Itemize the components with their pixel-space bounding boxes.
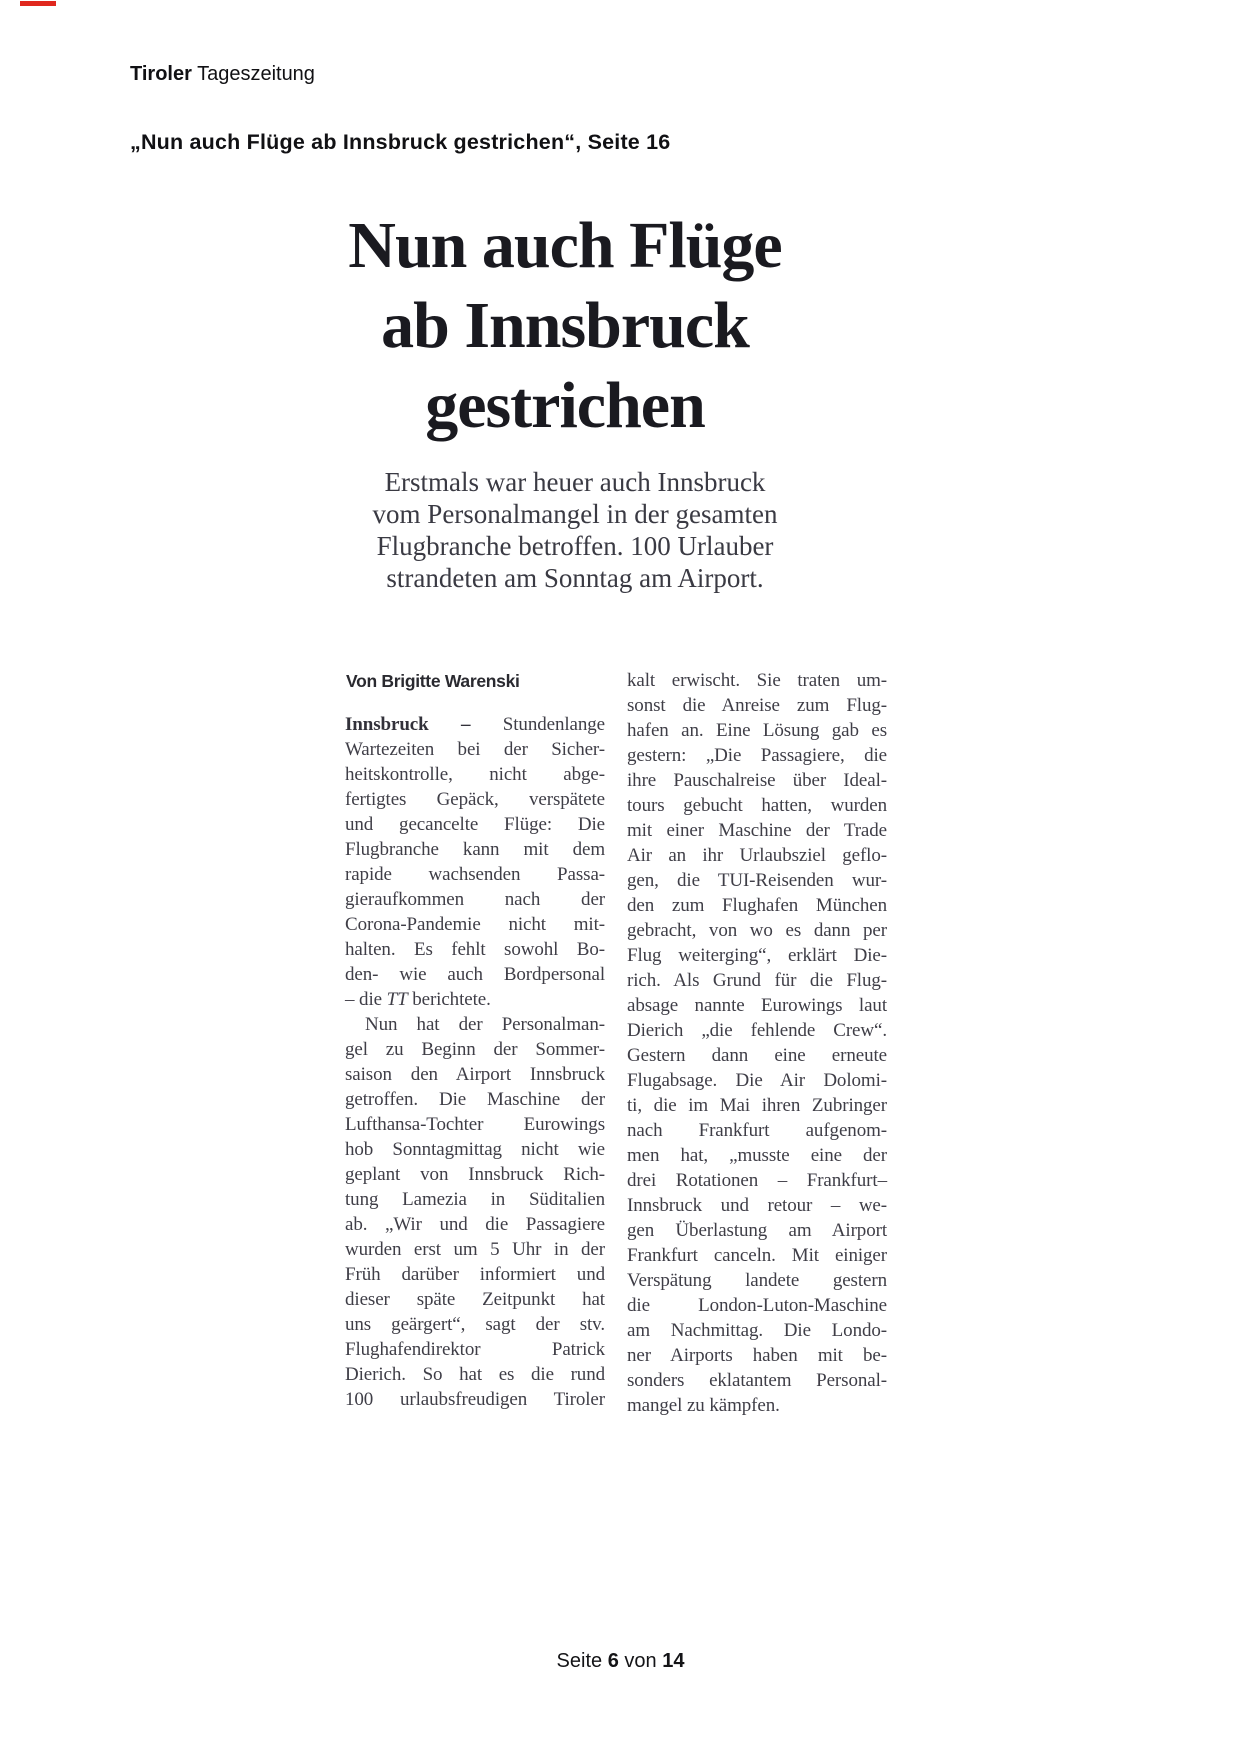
article-text-line: kalt erwischt. Sie traten um- bbox=[627, 670, 887, 691]
article-text-line: – die TT berichtete. bbox=[345, 989, 491, 1010]
footer-of-label: von bbox=[624, 1650, 657, 1672]
article-text-line: halten. Es fehlt sowohl Bo- bbox=[345, 939, 605, 960]
masthead-suffix: Tageszeitung bbox=[191, 63, 315, 85]
article-headline bbox=[275, 206, 855, 446]
article-text-line: die London-Luton-Maschine bbox=[627, 1295, 887, 1316]
newspaper-masthead bbox=[130, 63, 315, 86]
article-text-line: Wartezeiten bei der Sicher- bbox=[345, 739, 605, 760]
headline-line-1: Nun auch Flüge bbox=[348, 209, 782, 282]
article-text-line: dieser späte Zeitpunkt hat bbox=[345, 1289, 605, 1310]
article-text-line: gen Überlastung am Airport bbox=[627, 1220, 887, 1241]
article-text-line: getroffen. Die Maschine der bbox=[345, 1089, 605, 1110]
article-text-line: wurden erst um 5 Uhr in der bbox=[345, 1239, 605, 1260]
footer-total-pages: 14 bbox=[662, 1650, 685, 1672]
article-text-line: fertigtes Gepäck, verspätete bbox=[345, 789, 605, 810]
article-column-left bbox=[345, 712, 605, 1412]
article-text-line: hafen an. Eine Lösung gab es bbox=[627, 720, 887, 741]
article-text-line: gen, die TUI-Reisenden wur- bbox=[627, 870, 887, 891]
article-text-line: Flug weiterging“, erklärt Die- bbox=[627, 945, 887, 966]
article-deck bbox=[280, 466, 870, 594]
article-text-line: Innsbruck – Stundenlange bbox=[345, 714, 606, 735]
article-text-line: am Nachmittag. Die Londo- bbox=[627, 1320, 887, 1341]
article-text-line: saison den Airport Innsbruck bbox=[345, 1064, 605, 1085]
article-text-line: heitskontrolle, nicht abge- bbox=[345, 764, 605, 785]
article-column-right bbox=[627, 668, 887, 1418]
masthead-brand: Tiroler bbox=[130, 63, 192, 85]
article-text-line: ab. „Wir und die Passagiere bbox=[345, 1214, 605, 1235]
article-text-line: Flugabsage. Die Air Dolomi- bbox=[627, 1070, 887, 1091]
location-lead-in: Innsbruck – bbox=[345, 714, 471, 735]
article-text-line: Corona-Pandemie nicht mit- bbox=[345, 914, 605, 935]
article-text-line: 100 urlaubsfreudigen Tiroler bbox=[345, 1389, 605, 1410]
headline-line-2: ab Innsbruck bbox=[381, 289, 749, 362]
article-text-line: mangel zu kämpfen. bbox=[627, 1395, 780, 1416]
article-text-line: Verspätung landete gestern bbox=[627, 1270, 887, 1291]
deck-line-4: strandeten am Sonntag am Airport. bbox=[386, 563, 764, 593]
article-text-line: tours gebucht hatten, wurden bbox=[627, 795, 887, 816]
article-text-line: den zum Flughafen München bbox=[627, 895, 887, 916]
red-scan-mark bbox=[20, 1, 56, 6]
article-text-line: drei Rotationen – Frankfurt– bbox=[627, 1170, 887, 1191]
italic-abbreviation: TT bbox=[386, 989, 408, 1010]
article-text-line: ihre Pauschalreise über Ideal- bbox=[627, 770, 887, 791]
article-text-line: gebracht, von wo es dann per bbox=[627, 920, 887, 941]
deck-line-1: Erstmals war heuer auch Innsbruck bbox=[384, 467, 766, 497]
article-text-line: absage nannte Eurowings laut bbox=[627, 995, 887, 1016]
article-text-line: Dierich. So hat es die rund bbox=[345, 1364, 605, 1385]
article-text-line: Lufthansa-Tochter Eurowings bbox=[345, 1114, 605, 1135]
article-text-line: tung Lamezia in Süditalien bbox=[345, 1189, 605, 1210]
article-text-line: ti, die im Mai ihren Zubringer bbox=[627, 1095, 887, 1116]
headline-line-3: gestrichen bbox=[425, 369, 705, 442]
article-text-line: mit einer Maschine der Trade bbox=[627, 820, 887, 841]
article-text-line: rapide wachsenden Passa- bbox=[345, 864, 605, 885]
deck-line-3: Flugbranche betroffen. 100 Urlauber bbox=[376, 531, 774, 561]
article-text-line: Frankfurt canceln. Mit einiger bbox=[627, 1245, 887, 1266]
article-text-line: Flughafendirektor Patrick bbox=[345, 1339, 605, 1360]
article-text-line: sonst die Anreise zum Flug- bbox=[627, 695, 887, 716]
article-text-line: Air an ihr Urlaubsziel geflo- bbox=[627, 845, 887, 866]
article-text-line: Früh darüber informiert und bbox=[345, 1264, 605, 1285]
deck-line-2: vom Personalmangel in der gesamten bbox=[372, 499, 778, 529]
article-byline: Von Brigitte Warenski bbox=[346, 671, 520, 691]
article-text-line: sonders eklatantem Personal- bbox=[627, 1370, 887, 1391]
article-text-line: gel zu Beginn der Sommer- bbox=[345, 1039, 605, 1060]
article-text-line: gestern: „Die Passagiere, die bbox=[627, 745, 887, 766]
article-text-line: Nun hat der Personalman- bbox=[365, 1014, 605, 1035]
article-text-line: men hat, „musste eine der bbox=[627, 1145, 887, 1166]
article-text-line: hob Sonntagmittag nicht wie bbox=[345, 1139, 605, 1160]
article-text-line: nach Frankfurt aufgenom- bbox=[627, 1120, 887, 1141]
article-text-line: Dierich „die fehlende Crew“. bbox=[627, 1020, 887, 1041]
article-text-line: gieraufkommen nach der bbox=[345, 889, 605, 910]
page-footer bbox=[0, 1650, 1241, 1673]
footer-page-label: Seite bbox=[556, 1650, 603, 1672]
article-text-line: Gestern dann eine erneute bbox=[627, 1045, 887, 1066]
article-text-line: Innsbruck und retour – we- bbox=[627, 1195, 887, 1216]
article-text-line: den- wie auch Bordpersonal bbox=[345, 964, 605, 985]
clip-reference-title: „Nun auch Flüge ab Innsbruck gestrichen“, Seite 16 bbox=[130, 130, 671, 154]
article-text-line: uns geärgert“, sagt der stv. bbox=[345, 1314, 605, 1335]
article-text-line: Flugbranche kann mit dem bbox=[345, 839, 605, 860]
article-text-line: geplant von Innsbruck Rich- bbox=[345, 1164, 605, 1185]
article-text-line: und gecancelte Flüge: Die bbox=[345, 814, 605, 835]
article-text-line: ner Airports haben mit be- bbox=[627, 1345, 887, 1366]
article-text-line: rich. Als Grund für die Flug- bbox=[627, 970, 887, 991]
footer-page-number: 6 bbox=[607, 1650, 619, 1672]
